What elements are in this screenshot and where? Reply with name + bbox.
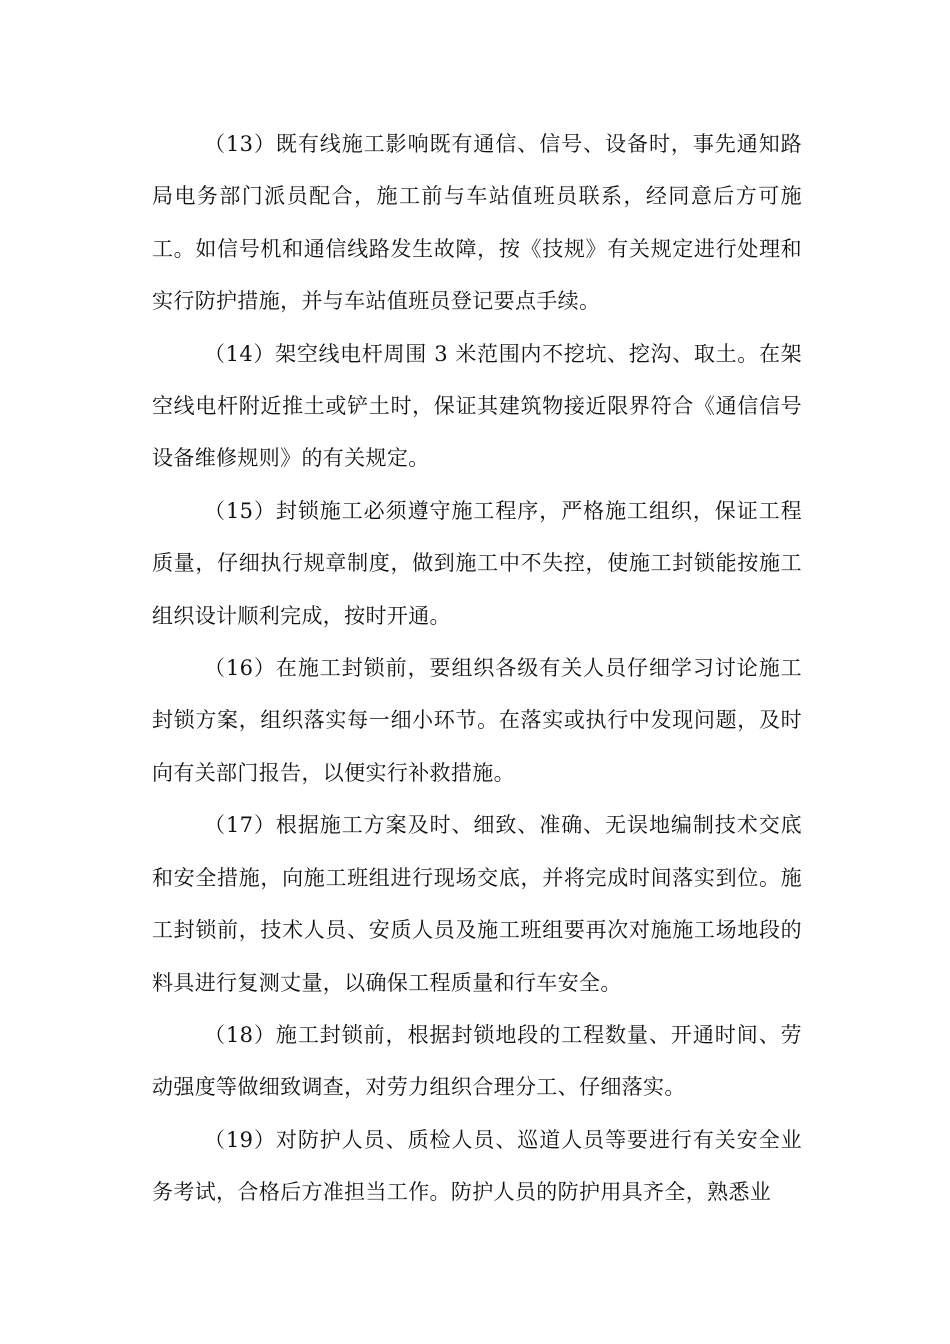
paragraph-13: （13）既有线施工影响既有通信、信号、设备时，事先通知路局电务部门派员配合，施工前与车站值班员联系，经同意后方可施工。如信号机和通信线路发生故障，按《技规》有关规定进行处理和实行防护措施，并与车站值班员登记要点手续。: [152, 132, 802, 314]
paragraph-16: （16）在施工封锁前，要组织各级有关人员仔细学习讨论施工封锁方案，组织落实每一细小环节。在落实或执行中发现问题，及时向有关部门报告，以便实行补救措施。: [152, 656, 802, 785]
paragraph-17: （17）根据施工方案及时、细致、准确、无误地编制技术交底和安全措施，向施工班组进行现场交底，并将完成时间落实到位。施工封锁前，技术人员、安质人员及施工班组要再次对施施工场地段的料具进行复测丈量，以确保工程质量和行车安全。: [152, 813, 802, 995]
paragraph-14: （14）架空线电杆周围 3 米范围内不挖坑、挖沟、取土。在架空线电杆附近推土或铲土时，保证其建筑物接近限界符合《通信信号设备维修规则》的有关规定。: [152, 341, 802, 471]
paragraph-18: （18）施工封锁前，根据封锁地段的工程数量、开通时间、劳动强度等做细致调查，对劳力组织合理分工、仔细落实。: [152, 1022, 802, 1100]
paragraph-15: （15）封锁施工必须遵守施工程序，严格施工组织，保证工程质量，仔细执行规章制度，做到施工中不失控，使施工封锁能按施工组织设计顺利完成，按时开通。: [152, 498, 802, 628]
paragraph-19: （19）对防护人员、质检人员、巡道人员等要进行有关安全业务考试，合格后方准担当工作。防护人员的防护用具齐全，熟悉业: [152, 1127, 802, 1205]
document-body: [152, 118, 802, 1219]
